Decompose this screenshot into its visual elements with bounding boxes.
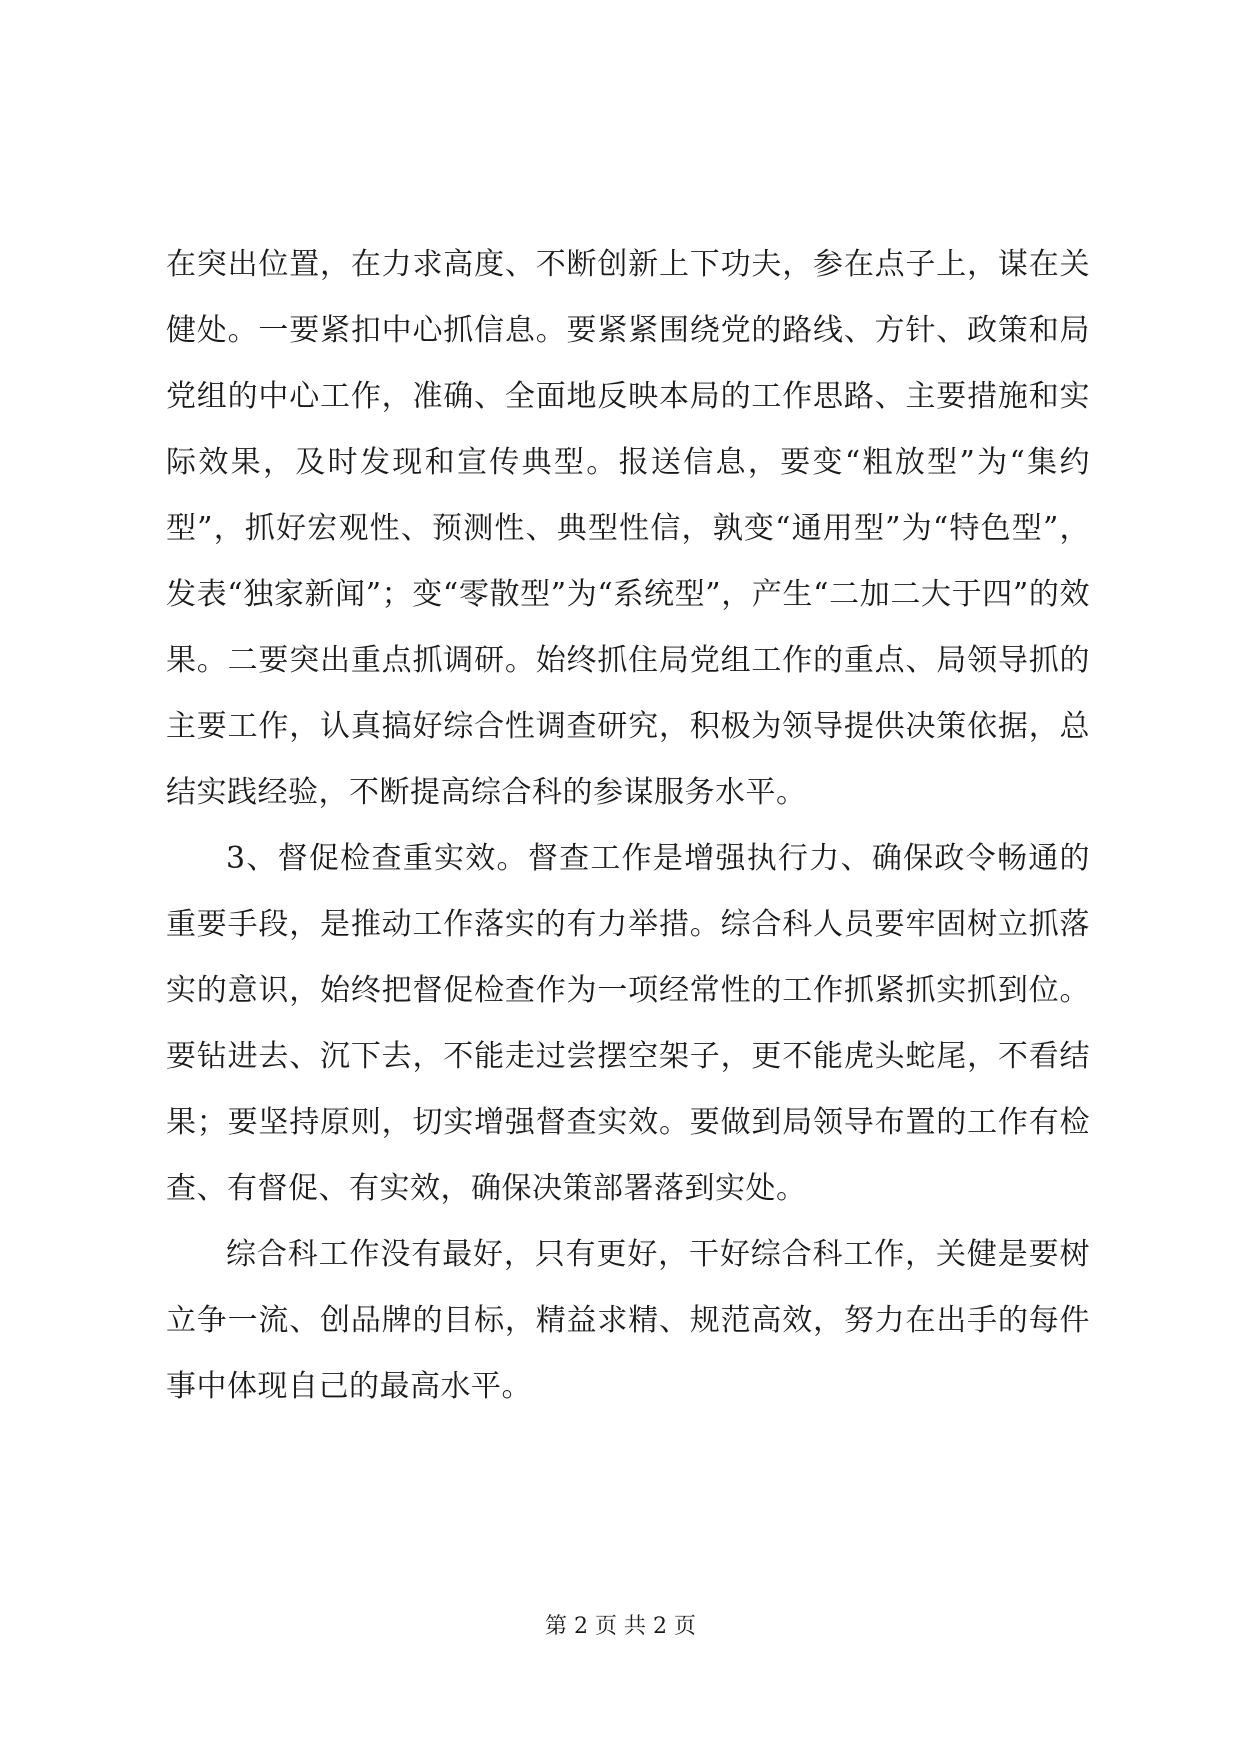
paragraph-supervision: 3、督促检查重实效。督查工作是增强执行力、确保政令畅通的重要手段，是推动工作落实的有力举措。综合科人员要牢固树立抓落实的意识，始终把督促检查作为一项经常性的工作抓紧抓实抓到位。要钻进去、沉下去，不能走过尝摆空架子，更不能虎头蛇尾，不看结果；要坚持原则，切实增强督查实效。要做到局领导布置的工作有检查、有督促、有实效，确保决策部署落到实处。 — [166, 841, 1090, 1206]
paragraph-continuation: 在突出位置，在力求高度、不断创新上下功夫，参在点子上，谋在关健处。一要紧扣中心抓信息。要紧紧围绕党的路线、方针、政策和局党组的中心工作，准确、全面地反映本局的工作思路、主要措施和实际效果，及时发现和宣传典型。报送信息，要变“粗放型”为“集约型”，抓好宏观性、预测性、典型性信，孰变“通用型”为“特色型”，发表“独家新闻”；变“零散型”为“系统型”，产生“二加二大于四”的效果。二要突出重点抓调研。始终抓住局党组工作的重点、局领导抓的主要工作，认真搞好综合性调查研究，积极为领导提供决策依据，总结实践经验，不断提高综合科的参谋服务水平。 — [166, 247, 1090, 810]
document-body — [166, 232, 1090, 1420]
page-number-footer: 第 2 页 共 2 页 — [545, 1614, 696, 1639]
paragraph-conclusion: 综合科工作没有最好，只有更好，干好综合科工作，关健是要树立争一流、创品牌的目标，精益求精、规范高效，努力在出手的每件事中体现自己的最高水平。 — [166, 1237, 1090, 1404]
